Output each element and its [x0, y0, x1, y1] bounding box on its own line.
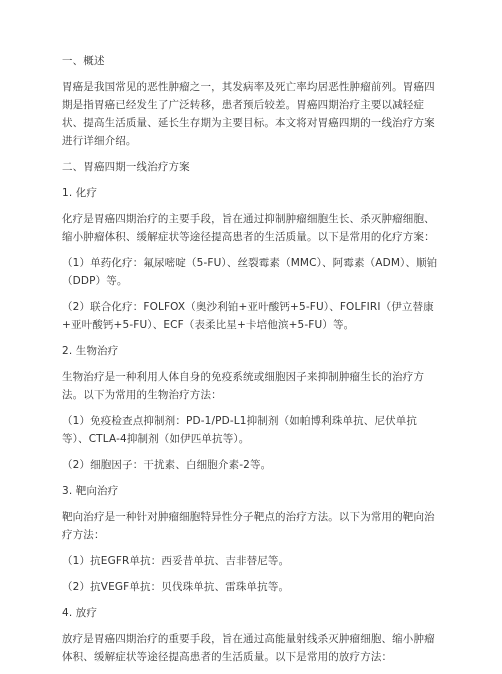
bio-item-1: （1）免疫检查点抑制剂：PD-1/PD-L1抑制剂（如帕博利珠单抗、尼伏单抗等）、CTLA-4抑制剂（如伊匹单抗等）。 [62, 415, 418, 445]
target-paragraph: 靶向治疗是一种针对肿瘤细胞特异性分子靶点的治疗方法。以下为常用的靶向治疗方法： [62, 511, 435, 541]
target-item-1: （1）抗EGFR单抗：西妥昔单抗、吉非替尼等。 [62, 555, 290, 567]
section-1-heading: 一、概述 [62, 55, 105, 67]
bio-heading: 2. 生物治疗 [62, 345, 119, 357]
target-item-2: （2）抗VEGF单抗：贝伐珠单抗、雷珠单抗等。 [62, 581, 290, 593]
bio-paragraph: 生物治疗是一种利用人体自身的免疫系统或细胞因子来抑制肿瘤生长的治疗方法。以下为常用的生物治疗方法： [62, 371, 425, 401]
chemo-item-1: （1）单药化疗：氟尿嘧啶（5-FU）、丝裂霉素（MMC）、阿霉素（ADM）、顺铂（DDP）等。 [62, 257, 438, 287]
section-1-paragraph: 胃癌是我国常见的恶性肿瘤之一，其发病率及死亡率均居恶性肿瘤前列。胃癌四期是指胃癌已经发生了广泛转移，患者预后较差。胃癌四期治疗主要以减轻症状、提高生活质量、延长生存期为主要目标。本文将对胃癌四期的一线治疗方案进行详细介绍。 [62, 81, 435, 147]
chemo-heading: 1. 化疗 [62, 187, 98, 199]
bio-item-2: （2）细胞因子：干扰素、白细胞介素-2等。 [62, 459, 272, 471]
chemo-paragraph: 化疗是胃癌四期治疗的主要手段，旨在通过抑制肿瘤细胞生长、杀灭肿瘤细胞、缩小肿瘤体积、缓解症状等途径提高患者的生活质量。以下是常用的化疗方案： [62, 213, 435, 243]
radio-paragraph: 放疗是胃癌四期治疗的重要手段，旨在通过高能量射线杀灭肿瘤细胞、缩小肿瘤体积、缓解症状等途径提高患者的生活质量。以下是常用的放疗方法： [62, 633, 435, 663]
target-heading: 3. 靶向治疗 [62, 485, 119, 497]
chemo-item-2: （2）联合化疗：FOLFOX（奥沙利铂+亚叶酸钙+5-FU）、FOLFIRI（伊立替康+亚叶酸钙+5-FU）、ECF（表柔比星+卡培他滨+5-FU）等。 [62, 301, 434, 331]
section-2-heading: 二、胃癌四期一线治疗方案 [62, 161, 190, 173]
radio-heading: 4. 放疗 [62, 607, 98, 619]
document-page [62, 52, 438, 674]
